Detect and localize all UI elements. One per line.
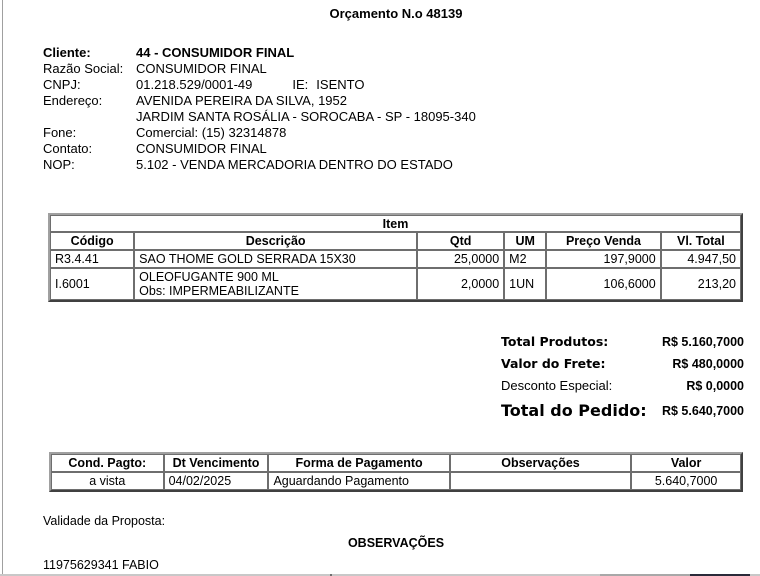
total-pedido-row	[501, 398, 744, 424]
contato-row	[43, 141, 476, 157]
items-header-row	[50, 232, 741, 250]
validade-label: Validade da Proposta:	[43, 514, 166, 528]
razao-label: Razão Social:	[43, 61, 124, 76]
client-info	[43, 45, 476, 173]
desconto-value: R$ 0,0000	[686, 379, 744, 393]
cliente-value: 44 - CONSUMIDOR FINAL	[136, 45, 295, 60]
totals-block	[501, 332, 744, 424]
total-pedido-value: R$ 5.640,7000	[661, 404, 744, 418]
header-forma: Forma de Pagamento	[268, 454, 449, 472]
item-descricao: OLEOFUGANTE 900 ML	[139, 270, 279, 284]
pay-forma: Aguardando Pagamento	[268, 472, 449, 490]
contato-value: CONSUMIDOR FINAL	[136, 141, 267, 156]
cliente-label: Cliente:	[43, 45, 91, 60]
endereco-line2: JARDIM SANTA ROSÁLIA - SOROCABA - SP - 18095-340	[136, 109, 476, 124]
header-codigo: Código	[50, 232, 134, 250]
item-descricao-cell	[134, 268, 417, 300]
payment-table	[49, 452, 743, 492]
item-um: 1UN	[504, 268, 546, 300]
desconto-label: Desconto Especial:	[501, 378, 613, 393]
header-vencimento: Dt Vencimento	[164, 454, 269, 472]
items-caption-row	[50, 215, 741, 232]
cnpj-row	[43, 77, 476, 93]
contato-label: Contato:	[43, 141, 93, 156]
fone-row	[43, 125, 476, 141]
item-total: 213,20	[661, 268, 741, 300]
cnpj-value: 01.218.529/0001-49	[136, 77, 253, 92]
ie-label: IE:	[292, 77, 309, 92]
item-obs: Obs: IMPERMEABILIZANTE	[139, 284, 299, 298]
frete-value: R$ 480,0000	[672, 357, 744, 371]
header-qtd: Qtd	[417, 232, 504, 250]
cnpj-label: CNPJ:	[43, 77, 81, 92]
endereco-label: Endereço:	[43, 93, 103, 108]
table-row	[50, 250, 741, 268]
fone-value: Comercial: (15) 32314878	[136, 125, 287, 140]
pay-valor: 5.640,7000	[631, 472, 741, 490]
razao-row	[43, 61, 476, 77]
header-preco: Preço Venda	[546, 232, 660, 250]
items-caption: Item	[50, 215, 741, 232]
nop-value: 5.102 - VENDA MERCADORIA DENTRO DO ESTADO	[136, 157, 453, 172]
observacoes-text: 11975629341 FABIO	[43, 558, 159, 572]
pay-cond: a vista	[51, 472, 164, 490]
nop-label: NOP:	[43, 157, 75, 172]
item-qtd: 25,0000	[417, 250, 504, 268]
item-preco: 197,9000	[546, 250, 660, 268]
endereco-row-2	[43, 109, 476, 125]
item-qtd: 2,0000	[417, 268, 504, 300]
total-produtos-row	[501, 332, 744, 354]
nop-row	[43, 157, 476, 173]
item-um: M2	[504, 250, 546, 268]
item-codigo: I.6001	[50, 268, 134, 300]
table-row	[51, 472, 741, 490]
total-produtos-value: R$ 5.160,7000	[661, 335, 744, 349]
header-um: UM	[504, 232, 546, 250]
items-table	[48, 213, 743, 302]
page-title: Orçamento N.o 48139	[329, 6, 463, 21]
frete-label: Valor do Frete:	[501, 356, 606, 371]
total-produtos-label: Total Produtos:	[501, 334, 609, 349]
header-total: Vl. Total	[661, 232, 741, 250]
header-descricao: Descrição	[134, 232, 417, 250]
desconto-row	[501, 376, 744, 398]
fone-label: Fone:	[43, 125, 77, 140]
total-pedido-label: Total do Pedido:	[501, 401, 647, 420]
pay-obs	[450, 472, 631, 490]
header-cond-pagto: Cond. Pagto:	[51, 454, 164, 472]
item-preco: 106,6000	[546, 268, 660, 300]
razao-value: CONSUMIDOR FINAL	[136, 61, 267, 76]
ie-value: ISENTO	[316, 77, 365, 92]
item-descricao: SAO THOME GOLD SERRADA 15X30	[134, 250, 417, 268]
frete-row	[501, 354, 744, 376]
header-observacoes: Observações	[450, 454, 631, 472]
endereco-row	[43, 93, 476, 109]
item-codigo: R3.4.41	[50, 250, 134, 268]
header-valor: Valor	[631, 454, 741, 472]
endereco-line1: AVENIDA PEREIRA DA SILVA, 1952	[136, 93, 347, 108]
observacoes-title: OBSERVAÇÕES	[347, 536, 445, 550]
pay-vencimento: 04/02/2025	[164, 472, 269, 490]
page-border-left	[2, 0, 3, 574]
table-row	[50, 268, 741, 300]
item-total: 4.947,50	[661, 250, 741, 268]
payment-header-row	[51, 454, 741, 472]
cliente-row	[43, 45, 476, 61]
